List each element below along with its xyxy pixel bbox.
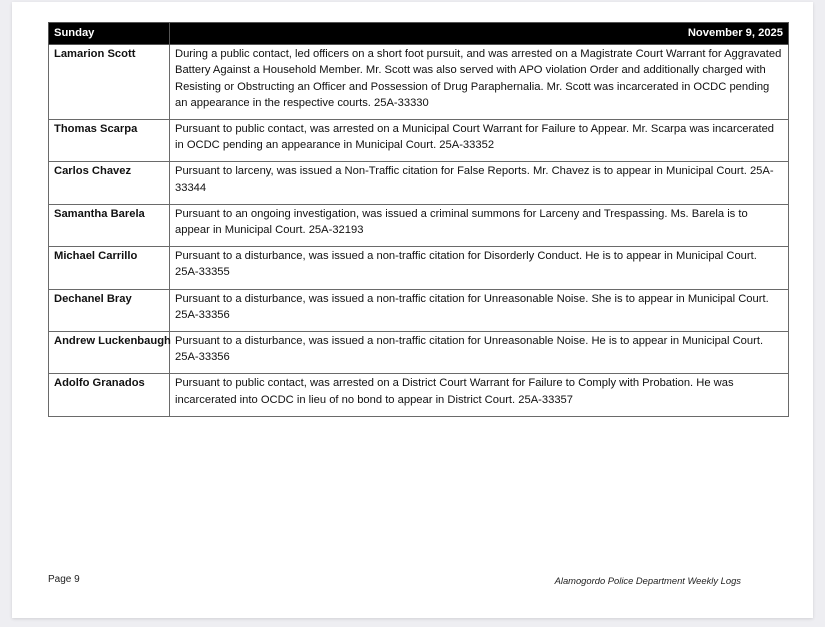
person-name: Dechanel Bray <box>49 289 170 331</box>
page-number: Page 9 <box>48 574 80 585</box>
table-row <box>49 374 789 416</box>
table-row <box>49 120 789 162</box>
incident-description: Pursuant to larceny, was issued a Non-Traffic citation for False Reports. Mr. Chavez is to appear in Municipal Court. 25A-33344 <box>170 162 789 204</box>
table-header-row <box>49 23 789 45</box>
day-header: Sunday <box>49 23 170 45</box>
document-footer-title: Alamogordo Police Department Weekly Logs <box>554 575 741 586</box>
incident-description: Pursuant to a disturbance, was issued a non-traffic citation for Unreasonable Noise. She is to appear in Municipal Court. 25A-33356 <box>170 289 789 331</box>
incident-description: Pursuant to a disturbance, was issued a non-traffic citation for Disorderly Conduct. He is to appear in Municipal Court. 25A-33355 <box>170 247 789 289</box>
incident-description: During a public contact, led officers on a short foot pursuit, and was arrested on a Magistrate Court Warrant for Aggravated Battery Against a Household Member. Mr. Scott was also served with APO violation Order and additionally charged with Resisting or Obstructing an Officer and Possession of Drug Paraphernalia. Mr. Scott was incarcerated in OCDC pending an appearance in the respective courts. 25A-33330 <box>170 45 789 120</box>
incident-description: Pursuant to public contact, was arrested on a District Court Warrant for Failure to Comply with Probation. He was incarcerated into OCDC in lieu of no bond to appear in District Court. 25A-33357 <box>170 374 789 416</box>
person-name: Michael Carrillo <box>49 247 170 289</box>
table-row <box>49 45 789 120</box>
person-name: Adolfo Granados <box>49 374 170 416</box>
table-row <box>49 162 789 204</box>
date-header: November 9, 2025 <box>170 23 789 45</box>
table-row <box>49 204 789 246</box>
person-name: Samantha Barela <box>49 204 170 246</box>
table-row <box>49 247 789 289</box>
table-row <box>49 289 789 331</box>
table-row <box>49 332 789 374</box>
person-name: Carlos Chavez <box>49 162 170 204</box>
incident-description: Pursuant to public contact, was arrested on a Municipal Court Warrant for Failure to Appear. Mr. Scarpa was incarcerated in OCDC pending an appearance in Municipal Court. 25A-33352 <box>170 120 789 162</box>
incident-description: Pursuant to an ongoing investigation, was issued a criminal summons for Larceny and Trespassing. Ms. Barela is to appear in Municipal Court. 25A-32193 <box>170 204 789 246</box>
weekly-log-table <box>48 22 789 417</box>
person-name: Andrew Luckenbaugh <box>49 332 170 374</box>
person-name: Thomas Scarpa <box>49 120 170 162</box>
incident-description: Pursuant to a disturbance, was issued a non-traffic citation for Unreasonable Noise. He is to appear in Municipal Court. 25A-33356 <box>170 332 789 374</box>
document-page <box>12 2 813 618</box>
person-name: Lamarion Scott <box>49 45 170 120</box>
